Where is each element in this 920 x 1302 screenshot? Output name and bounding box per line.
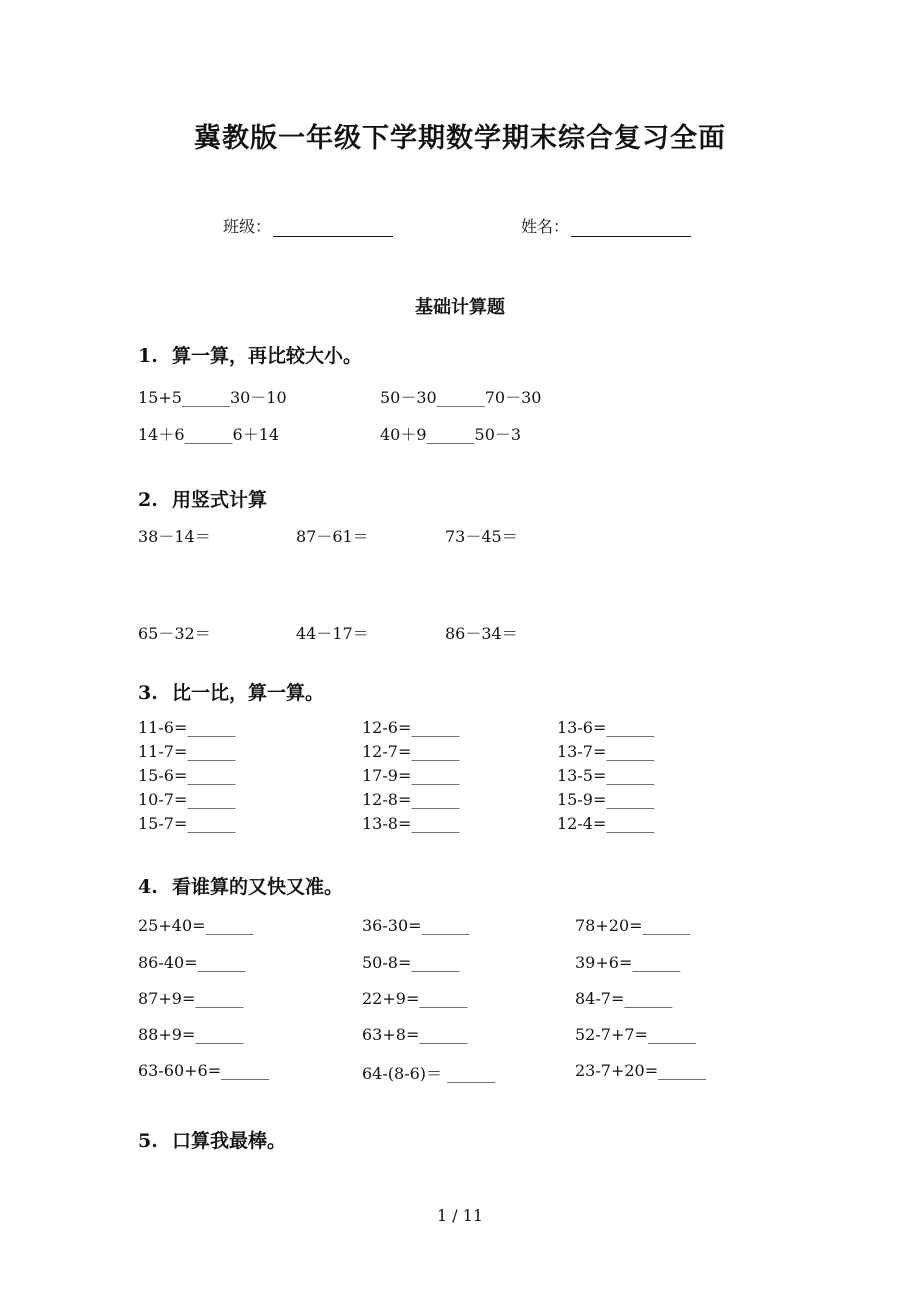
question-text: 比一比，算一算。 bbox=[172, 682, 325, 704]
q3-item: 11-7=______ bbox=[138, 742, 236, 761]
q3-item: 13-6=______ bbox=[557, 718, 655, 737]
q3-item: 13-7=______ bbox=[557, 742, 655, 761]
q3-item: 10-7=______ bbox=[138, 790, 236, 809]
q4-item: 25+40=______ bbox=[138, 916, 254, 935]
question-number: 4. bbox=[138, 876, 158, 898]
q4-item: 88+9=______ bbox=[138, 1025, 244, 1044]
q3-item: 12-7=______ bbox=[362, 742, 460, 761]
class-field bbox=[223, 214, 393, 237]
q3-item: 12-6=______ bbox=[362, 718, 460, 737]
page-number: 1 / 11 bbox=[436, 1206, 484, 1225]
q1-item: 40＋9______50－3 bbox=[380, 425, 522, 444]
q3-item: 13-8=______ bbox=[362, 814, 460, 833]
question-3-heading bbox=[138, 678, 324, 705]
q4-item: 50-8=______ bbox=[362, 953, 460, 972]
q4-item: 64-(8-6)＝ ______ bbox=[362, 1064, 496, 1083]
q3-item: 12-4=______ bbox=[557, 814, 655, 833]
page-title: 冀教版一年级下学期数学期末综合复习全面 bbox=[194, 123, 726, 154]
question-text: 用竖式计算 bbox=[172, 489, 268, 511]
q2-item: 38－14＝ bbox=[138, 527, 211, 546]
q4-item: 84-7=______ bbox=[575, 989, 673, 1008]
q4-item: 39+6=______ bbox=[575, 953, 681, 972]
q2-item: 86－34＝ bbox=[445, 624, 518, 643]
name-blank[interactable] bbox=[571, 220, 691, 237]
name-field bbox=[521, 214, 691, 237]
q3-item: 13-5=______ bbox=[557, 766, 655, 785]
question-number: 3. bbox=[138, 682, 158, 704]
question-number: 5. bbox=[138, 1130, 158, 1152]
question-5-heading bbox=[138, 1126, 286, 1153]
question-number: 1. bbox=[138, 345, 158, 367]
question-1-heading bbox=[138, 341, 362, 368]
q2-item: 73－45＝ bbox=[445, 527, 518, 546]
class-blank[interactable] bbox=[273, 220, 393, 237]
q3-item: 12-8=______ bbox=[362, 790, 460, 809]
question-text: 算一算，再比较大小。 bbox=[172, 345, 363, 367]
q3-item: 15-6=______ bbox=[138, 766, 236, 785]
q3-item: 17-9=______ bbox=[362, 766, 460, 785]
q2-item: 87－61＝ bbox=[296, 527, 369, 546]
q4-item: 36-30=______ bbox=[362, 916, 470, 935]
q3-item: 15-7=______ bbox=[138, 814, 236, 833]
question-text: 看谁算的又快又准。 bbox=[172, 876, 344, 898]
q3-item: 15-9=______ bbox=[557, 790, 655, 809]
q4-item: 22+9=______ bbox=[362, 989, 468, 1008]
q2-item: 44－17＝ bbox=[296, 624, 369, 643]
q4-item: 87+9=______ bbox=[138, 989, 244, 1008]
q4-item: 86-40=______ bbox=[138, 953, 246, 972]
q3-item: 11-6=______ bbox=[138, 718, 236, 737]
name-label: 姓名： bbox=[521, 217, 570, 236]
question-number: 2. bbox=[138, 489, 158, 511]
question-text: 口算我最棒。 bbox=[172, 1130, 287, 1152]
q4-item: 52-7+7=______ bbox=[575, 1025, 696, 1044]
section-title: 基础计算题 bbox=[415, 297, 505, 318]
q1-item: 50－30______70－30 bbox=[380, 388, 542, 407]
q4-item: 78+20=______ bbox=[575, 916, 691, 935]
q4-item: 23-7+20=______ bbox=[575, 1061, 707, 1080]
q4-item: 63+8=______ bbox=[362, 1025, 468, 1044]
question-2-heading bbox=[138, 485, 267, 512]
q1-item: 15+5______30－10 bbox=[138, 388, 287, 407]
question-4-heading bbox=[138, 872, 343, 899]
q4-item: 63-60+6=______ bbox=[138, 1061, 270, 1080]
q1-item: 14＋6______6＋14 bbox=[138, 425, 280, 444]
q2-item: 65－32＝ bbox=[138, 624, 211, 643]
class-label: 班级： bbox=[223, 217, 272, 236]
